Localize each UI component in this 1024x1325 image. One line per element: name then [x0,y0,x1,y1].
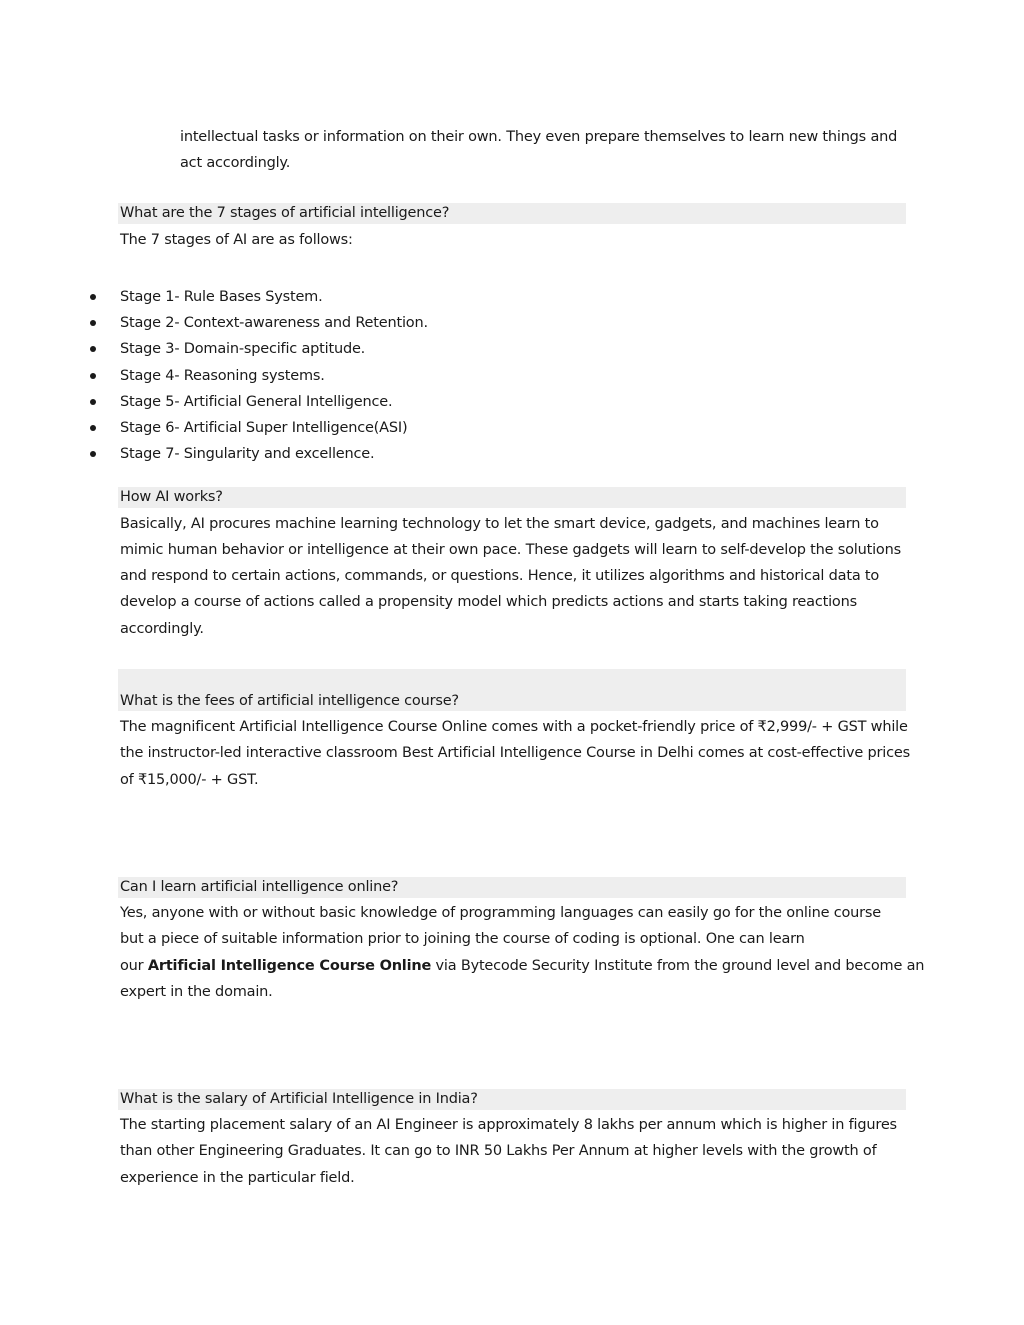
salary-line-2: than other Engineering Graduates. It can go to INR 50 Lakhs Per Annum at higher levels with the growth of [120,1143,877,1159]
intro-line-2: act accordingly. [180,155,291,171]
bullet-icon [90,373,96,379]
how-heading: How AI works? [120,489,223,505]
fees-line-1: The magnificent Artificial Intelligence Course Online comes with a pocket-friendly price of ₹2,999/- + GST while [120,719,908,735]
how-line-2: mimic human behavior or intelligence at their own pace. These gadgets will learn to self-develop the solutions [120,542,901,558]
how-heading-band [118,487,906,508]
salary-heading: What is the salary of Artificial Intelligence in India? [120,1091,478,1107]
fees-heading: What is the fees of artificial intelligence course? [120,693,459,709]
bullet-icon [90,346,96,352]
online-heading: Can I learn artificial intelligence online? [120,879,399,895]
course-link-text: Artificial Intelligence Course Online [147,958,432,974]
salary-line-3: experience in the particular field. [120,1170,355,1186]
bullet-icon [90,294,96,300]
bullet-icon [90,451,96,457]
stages-lead: The 7 stages of AI are as follows: [120,232,353,248]
fees-line-3: of ₹15,000/- + GST. [120,772,259,788]
how-line-3: and respond to certain actions, commands, or questions. Hence, it utilizes algorithms and historical data to [120,568,880,584]
intro-line-1: intellectual tasks or information on their own. They even prepare themselves to learn new things and [180,129,898,145]
stages-heading: What are the 7 stages of artificial intelligence? [120,205,450,221]
bullet-icon [90,399,96,405]
online-line-3: our Artificial Intelligence Course Online via Bytecode Security Institute from the ground level and become an [120,958,925,974]
how-line-4: develop a course of actions called a propensity model which predicts actions and starts taking reactions [120,594,857,610]
bullet-icon [90,425,96,431]
online-line-2: but a piece of suitable information prior to joining the course of coding is optional. One can learn [120,931,805,947]
how-line-5: accordingly. [120,621,204,637]
how-line-1: Basically, AI procures machine learning technology to let the smart device, gadgets, and machines learn to [120,516,879,532]
fees-line-2: the instructor-led interactive classroom Best Artificial Intelligence Course in Delhi comes at cost-effective prices [120,745,910,761]
bullet-icon [90,320,96,326]
online-line-1: Yes, anyone with or without basic knowledge of programming languages can easily go for the online course [120,905,881,921]
online-line-4: expert in the domain. [120,984,273,1000]
salary-line-1: The starting placement salary of an AI Engineer is approximately 8 lakhs per annum which is higher in figures [120,1117,897,1133]
